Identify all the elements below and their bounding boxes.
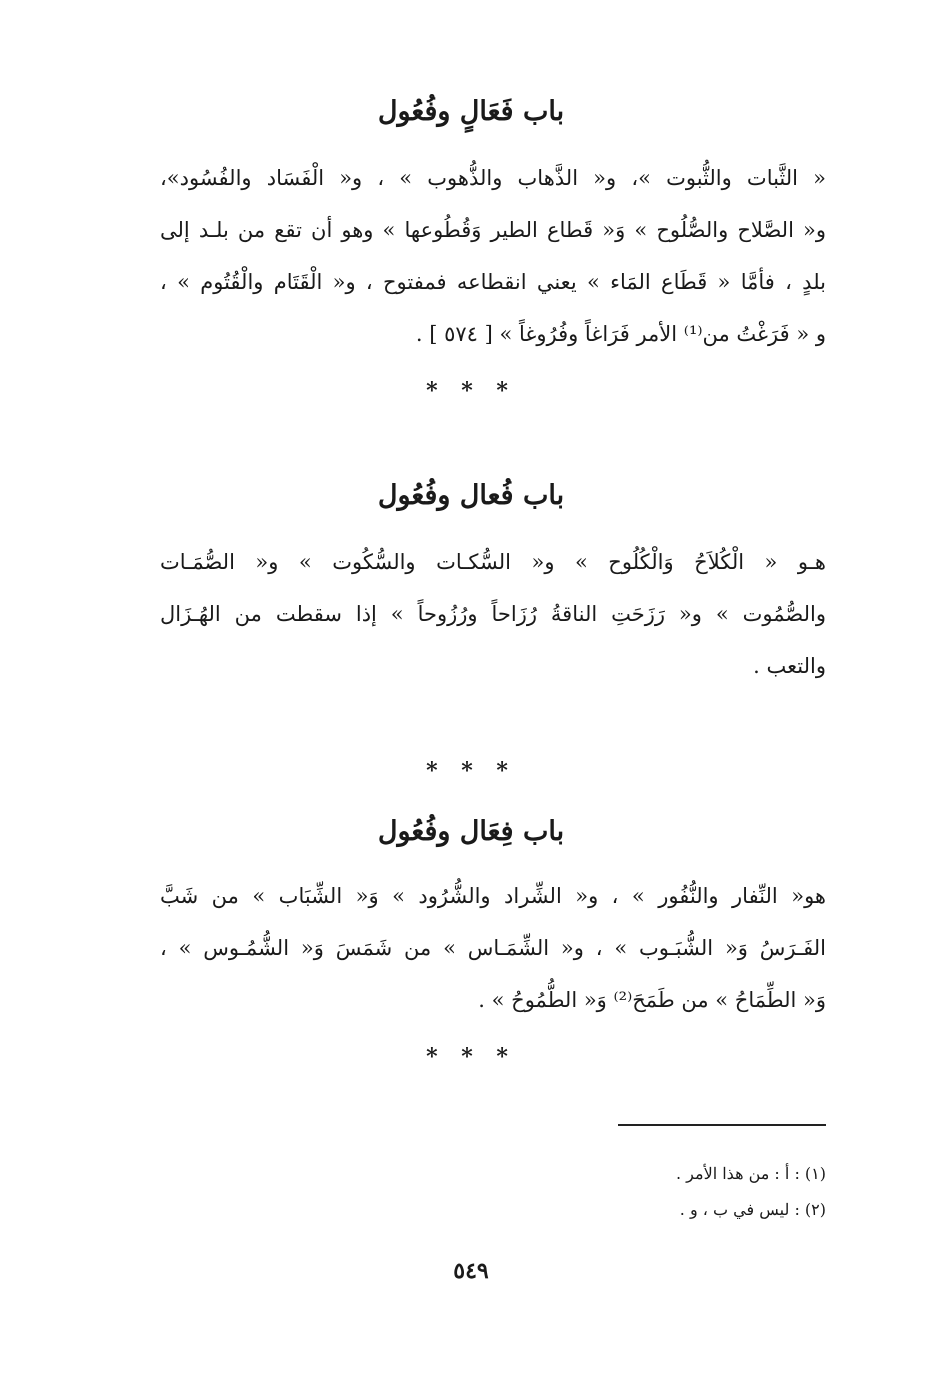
section-paragraph — [160, 152, 826, 360]
footnote-divider — [618, 1124, 826, 1126]
section-separator: * * * — [426, 1044, 516, 1070]
text-line: هو« النِّفار والنُّفُور » ، و« الشِّراد والشُّرُود » وَ« الشِّبَاب » من شَبَّ — [160, 884, 826, 908]
text-line: « الثَّبات والثُّبوت »، و« الذَّهاب والذُّهوب » ، و« الْفَسَاد والفُسُود»، — [160, 166, 826, 190]
section-heading: باب فَعَالٍ وفُعُول — [377, 96, 565, 127]
section-heading: باب فُعال وفُعُول — [377, 480, 565, 511]
footnote: (٢) : ليس في ب ، و . — [679, 1200, 826, 1219]
text-line: والصُّمُوت » و« رَزَحَتِ الناقةُ رُزَاحاً ورُزُوحاً » إذا سقطت من الهُـزَال — [160, 602, 826, 626]
text-line: الفَـرَسُ وَ« الشُّبَـوب » ، و« الشِّمَـاس » من شَمَسَ وَ« الشُّمُـوس » ، — [160, 936, 826, 960]
text-line: و« الصَّلاح والصُّلُوح » وَ« قَطاع الطير وَقُطُوعها » وهو أن تقع من بلـد إلى — [160, 218, 826, 242]
section-paragraph — [160, 536, 826, 692]
text-line: هـو « الْكُلاَحُ وَالْكُلُوح » و« السُّكـات والسُّكُوت » و« الصُّمَـات — [160, 550, 826, 574]
footnote: (١) : أ : من هذا الأمر . — [676, 1164, 826, 1183]
text-line: و « فَرَغْتُ من⁽¹⁾ الأمر فَرَاغاً وفُرُوغاً » [ ٥٧٤ ] . — [415, 322, 826, 346]
section-separator: * * * — [426, 378, 516, 404]
footnotes — [426, 1156, 826, 1228]
page-number: ٥٤٩ — [453, 1258, 489, 1284]
section-heading: باب فِعَال وفُعُول — [377, 816, 565, 847]
text-line: بلدٍ ، فأمَّا « قَطَاع المَاء » يعني انقطاعه فمفتوح ، و« الْقَتَام والْقُتُوم » ، — [160, 270, 826, 294]
text-line: وَ« الطِّمَاحُ » من طَمَحَ⁽²⁾ وَ« الطُّمُوحُ » . — [478, 988, 826, 1012]
section-paragraph — [160, 870, 826, 1026]
section-separator: * * * — [426, 758, 516, 784]
text-line: والتعب . — [753, 654, 826, 678]
